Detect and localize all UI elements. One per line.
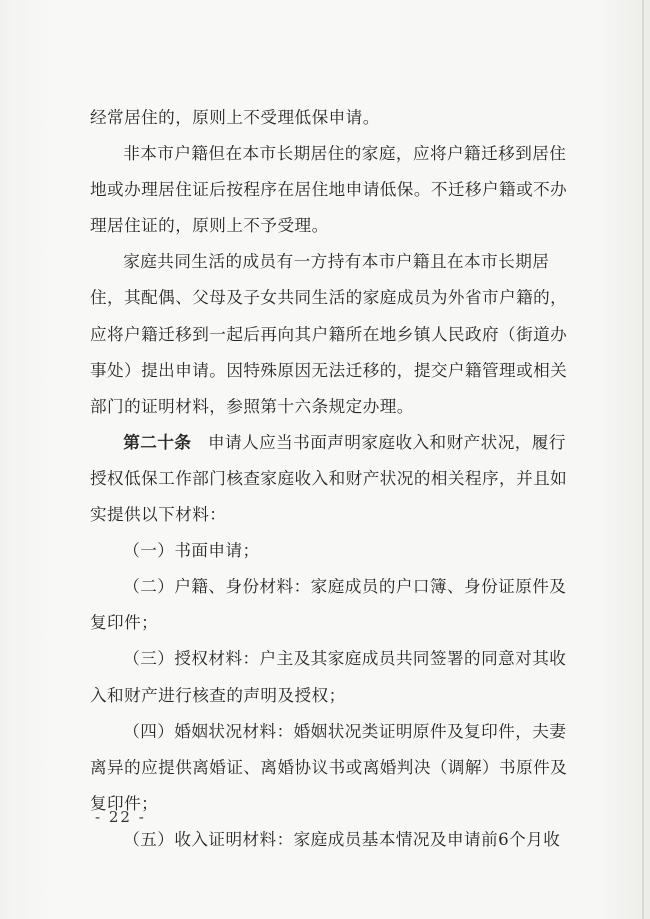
list-item: （一）书面申请；: [123, 541, 260, 561]
list-item: （二）户籍、身份材料：家庭成员的户口簿、身份证原件及复印件；: [90, 577, 567, 633]
list-item: （三）授权材料：户主及其家庭成员共同签署的同意对其收入和财产进行核查的声明及授权；: [90, 649, 567, 705]
paragraph: 经常居住的，原则上不受理低保申请。: [90, 108, 380, 127]
page-number: - 22 -: [95, 808, 146, 826]
article-text: 申请人应当书面声明家庭收入和财产状况，履行授权低保工作部门核查家庭收入和财产状况的相关程序，并且如实提供以下材料：: [90, 432, 568, 525]
article-paragraph: [90, 425, 580, 533]
paragraph: 非本市户籍但在本市长期居住的家庭，应将户籍迁移到居住地或办理居住证后按程序在居住地申请低保。不迁移户籍或不办理居住证的，原则上不予受理。: [90, 144, 568, 236]
page-edge: [642, 0, 644, 919]
article-label: 第二十条: [123, 432, 192, 452]
body-text: [90, 100, 580, 858]
list-item: （四）婚姻状况材料：婚姻状况类证明原件及复印件，夫妻离异的应提供离婚证、离婚协议书或离婚判决（调解）书原件及复印件；: [90, 721, 568, 813]
paragraph: 家庭共同生活的成员有一方持有本市户籍且在本市长期居住，其配偶、父母及子女共同生活的家庭成员为外省市户籍的，应将户籍迁移到一起后再向其户籍所在地乡镇人民政府（街道办事处）提出申请。因特殊原因无法迁移的，提交户籍管理或相关部门的证明材料，参照第十六条规定办理。: [90, 252, 568, 416]
list-item: （五）收入证明材料：家庭成员基本情况及申请前6个月收: [123, 829, 561, 849]
